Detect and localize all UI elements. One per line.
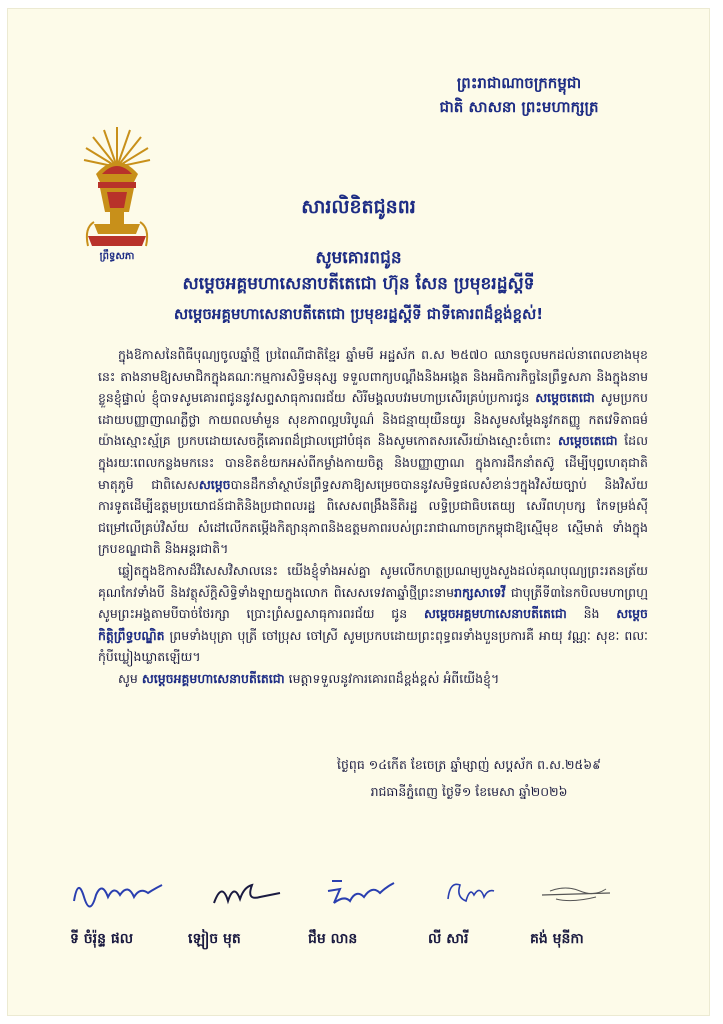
signatory-name: គង់ មុនីកា (530, 931, 584, 947)
signatory-name: ជឹម លាន (308, 931, 358, 947)
signature-1-icon (68, 867, 168, 919)
paragraph-2: ឆ្លៀតក្នុងឱកាសដ៏វិសេសវិសាលនេះ យើងខ្ញុំទាំងអស់គ្នា សូមលើកហត្ថប្រណម្យបួងសួងដល់គុណបុណ្យព្រះរតនត្រ័យគុណកែវទាំងបី និងវត្ថុស័ក្តិសិទ្ធិទាំងឡាយក្នុងលោក ពិសេសទេវតាឆ្នាំថ្មីព្រះនាមរាក្សសាទេវី ជាបុត្រីទី៣នៃកបិលមហាព្រហ្ម សូមព្រះអង្គតាមបីបាច់ថែរក្សា ប្រោះព្រំសព្ទសាធុការពរជ័យ ជូន សម្តេចអគ្គមហាសេនាបតីតេជោ និង សម្តេចកិត្តិព្រឹទ្ធបណ្ឌិត ព្រមទាំងបុត្រា បុត្រី ចៅប្រុស ចៅស្រី សូមប្រកបដោយព្រះពុទ្ធពរទាំងបួនប្រការគឺ អាយុ វណ្ណៈ សុខៈ ពលៈ កុំបីឃ្លៀងឃ្លាតឡើយ។ (98, 562, 648, 665)
date-block (309, 751, 629, 805)
salutation: សូមគោរពជូន (315, 248, 402, 268)
document-title: សារលិខិតជូនពរ (301, 196, 416, 218)
paragraph-1: ក្នុងឱកាសនៃពិធីបុណ្យចូលឆ្នាំថ្មី ប្រពៃណីជាតិខ្មែរ ឆ្នាំមមី អដ្ឋស័ក ព.ស ២៥៧០ ឈានចូលមកដល់នាពេលខាងមុខនេះ តាងនាមឱ្យសមាជិកក្នុងគណៈកម្មការសិទ្ធិមនុស្ស ទទួលពាក្យបណ្តឹងនិងអង្កេត និងអធិការកិច្ចនៃព្រឹទ្ធសភា និងក្នុងនាមខ្លួនខ្ញុំផ្ទាល់ ខ្ញុំបាទសូមគោរពជូននូវសព្ទសាធុការពរជ័យ សិរីមង្គលបវរមហាប្រសើរគ្រប់ប្រការជូន សម្តេចតេជោ សូមប្រកបដោយបញ្ញាញាណភ្លឺថ្លា កាយពលមាំមួន សុខភាពល្អបរិបូណ៌ និងជន្មាយុយឺនយូរ និងសូមសម្តែងនូវកតញ្ញូ កតវេទិតាធម៌យ៉ាងស្មោះស្ម័គ្រ ប្រកបដោយសេចក្តីគោរពដ៏ជ្រាលជ្រៅបំផុត និងសូមកោតសរសើរយ៉ាងស្មោះចំពោះ សម្តេចតេជោ ដែលក្នុងរយៈពេលកន្លងមកនេះ បានខិតខំយកអស់ពីកម្លាំងកាយចិត្ត និងបញ្ញាញាណ ក្នុងការដឹកនាំតស៊ូ ដើម្បីបុព្វហេតុជាតិមាតុភូមិ ជាពិសេសសម្តេចបានដឹកនាំស្ថាប័នព្រឹទ្ធសភាឱ្យសម្រេចបាននូវសមិទ្ធផលសំខាន់ៗក្នុងវិស័យច្បាប់ និងវិស័យការទូតដើម្បីឧត្តមប្រយោជន៍ជាតិនិងប្រជាពលរដ្ឋ ពិសេសពង្រឹងនីតិរដ្ឋ លទ្ធិប្រជាធិបតេយ្យ សេរីពហុបក្ស កែទម្រង់ស៊ីជម្រៅលើគ្រប់វិស័យ សំដៅលើកតម្កើងកិត្យានុភាពនិងឧត្តមភាពរបស់ព្រះរាជាណាចក្រកម្ពុជាឱ្យស្មើមុខ ស្មើមាត់ ទាំងក្នុងក្របខណ្ឌជាតិ និងអន្តរជាតិ។ (98, 347, 648, 557)
motto-line: ជាតិ សាសនា ព្រះមហាក្សត្រ (439, 98, 599, 116)
signatory-name: លី សារី (428, 931, 469, 947)
senate-emblem-icon (82, 122, 152, 262)
national-motto (399, 71, 639, 119)
lunar-date: ថ្ងៃពុធ ១៤កើត ខែចេត្រ ឆ្នាំម្សាញ់ សប្តស័ក ព.ស.២៥៦៩ (337, 757, 601, 772)
signature-2-icon (208, 867, 288, 919)
kingdom-name: ព្រះរាជាណាចក្រកម្ពុជា (456, 74, 582, 92)
signature-5-icon (536, 867, 616, 919)
paragraph-3: សូម សម្តេចអគ្គមហាសេនាបតីតេជោ មេត្តាទទួលនូវការគោរពដ៏ខ្ពង់ខ្ពស់ អំពីយើងខ្ញុំ។ (118, 670, 500, 686)
addressee: សម្តេចអគ្គមហាសេនាបតីតេជោ ហ៊ុន សែន ប្រមុខរដ្ឋស្តីទី (182, 274, 535, 294)
solar-date: រាជធានីភ្នំពេញ ថ្ងៃទី១ ខែមេសា ឆ្នាំ២០២៦ (370, 784, 568, 799)
emblem-caption: ព្រឹទ្ធសភា (99, 251, 135, 262)
signature-3-icon (320, 867, 400, 919)
letter-body (98, 344, 648, 690)
letter-page (7, 8, 710, 1016)
addressee-greeting: សម្តេចអគ្គមហាសេនាបតីតេជោ ប្រមុខរដ្ឋស្តីទី ជាទីគោរពដ៏ខ្ពង់ខ្ពស់! (173, 305, 544, 323)
signatory-name: ឡៀច មុត (188, 931, 241, 947)
signature-4-icon (440, 867, 500, 919)
signatory-name: ទី ចំរ៉ុន្ទ ផល (70, 931, 134, 947)
